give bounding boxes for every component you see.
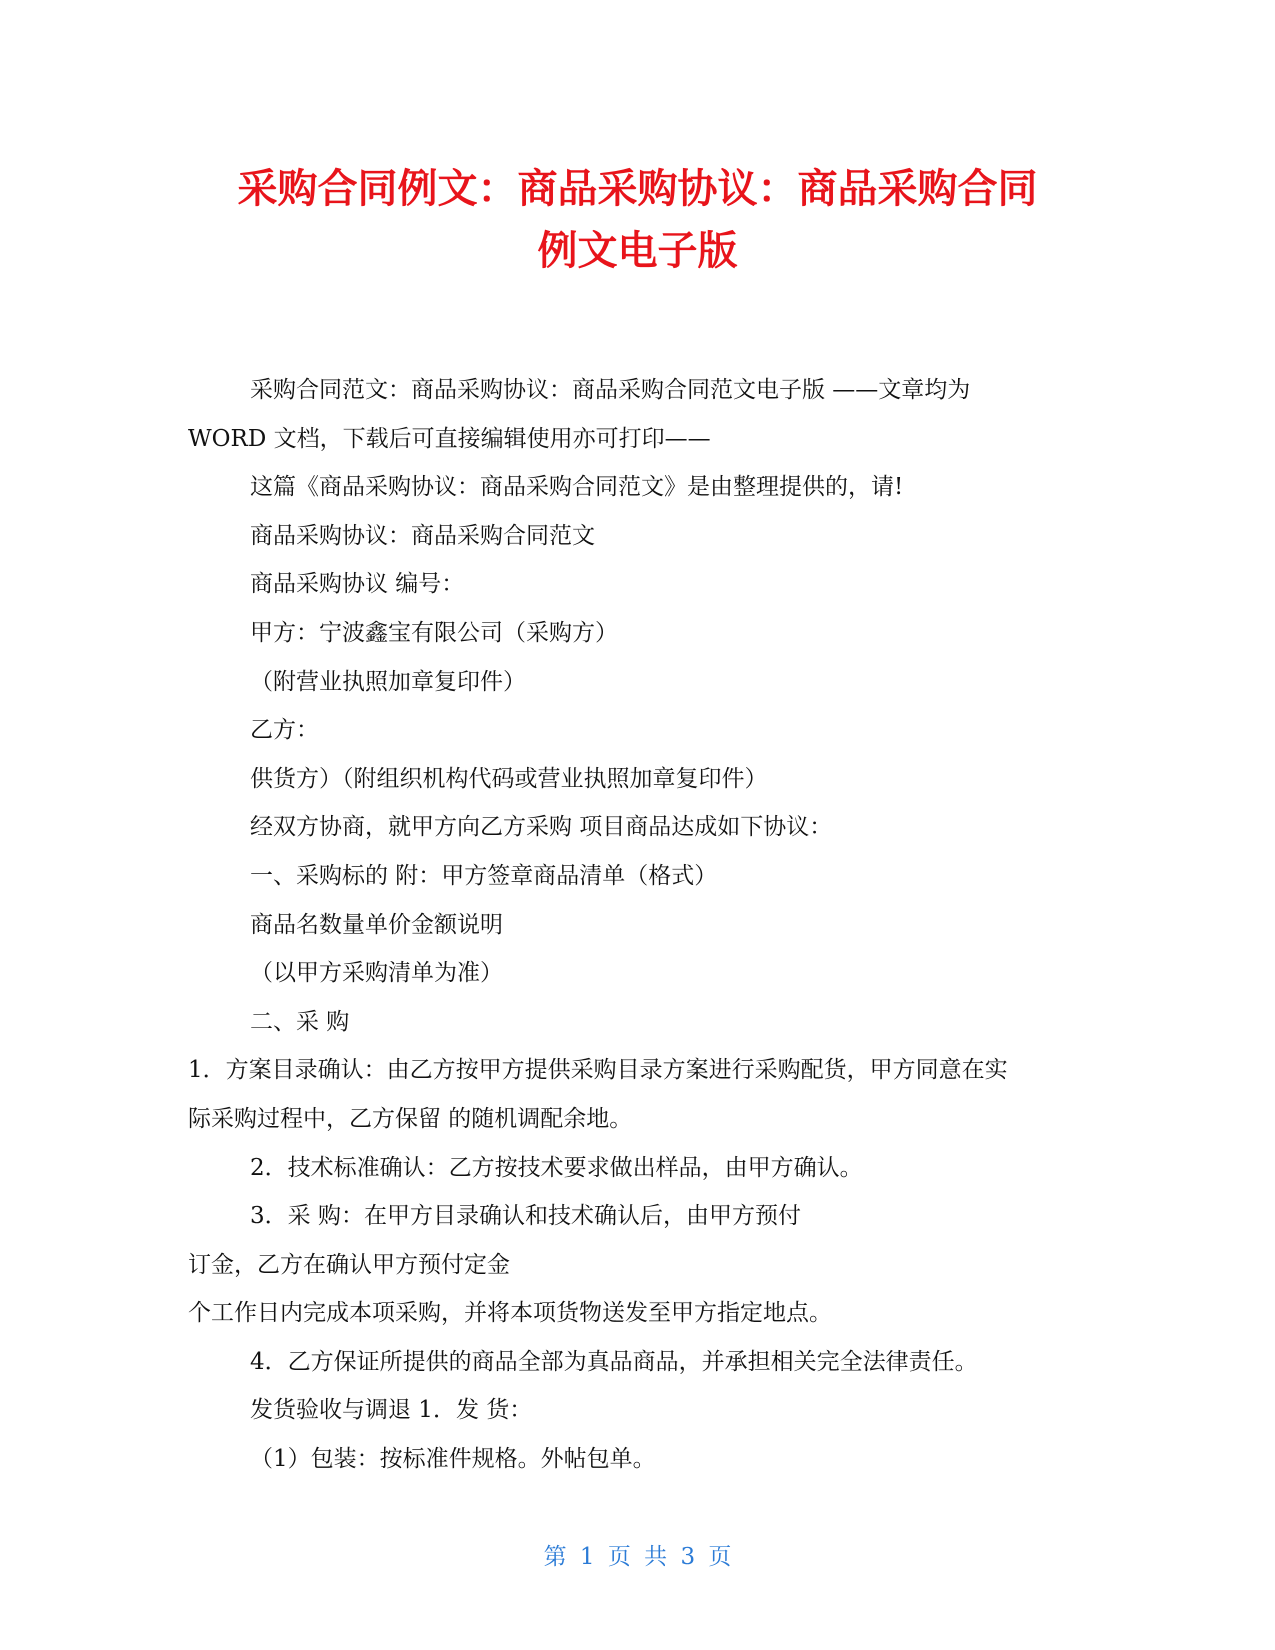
paragraph-line: 订金，乙方在确认甲方预付定金 <box>188 1251 510 1278</box>
paragraph-line: 一、采购标的 附：甲方签章商品清单（格式） <box>250 862 718 889</box>
paragraph-line: 际采购过程中，乙方保留 的随机调配余地。 <box>188 1105 633 1132</box>
document-title-line-1: 采购合同例文：商品采购协议：商品采购合同 <box>237 166 1038 212</box>
paragraph-line: 采购合同范文：商品采购协议：商品采购合同范文电子版 ——文章均为 <box>250 377 971 403</box>
paragraph-line: 发货验收与调退 1．发 货： <box>250 1397 533 1424</box>
paragraph-line: （1）包装：按标准件规格。外帖包单。 <box>250 1446 656 1473</box>
paragraph-line: 4．乙方保证所提供的商品全部为真品商品，并承担相关完全法律责任。 <box>250 1348 978 1375</box>
paragraph-line: 甲方：宁波鑫宝有限公司（采购方） <box>250 619 618 646</box>
paragraph-line: WORD 文档，下载后可直接编辑使用亦可打印—— <box>188 425 711 452</box>
page-number-footer: 第 1 页 共 3 页 <box>543 1544 732 1570</box>
paragraph-line: 供货方）（附组织机构代码或营业执照加章复印件） <box>250 765 768 792</box>
paragraph-line: 2．技术标准确认：乙方按技术要求做出样品，由甲方确认。 <box>250 1154 863 1181</box>
document-body <box>188 366 1088 1484</box>
paragraph-line: 个工作日内完成本项采购，并将本项货物送发至甲方指定地点。 <box>188 1300 832 1327</box>
paragraph-line: 1．方案目录确认：由乙方按甲方提供采购目录方案进行采购配货，甲方同意在实 <box>188 1057 1008 1084</box>
document-title <box>150 158 1125 282</box>
paragraph-line: 3．采 购：在甲方目录确认和技术确认后，由甲方预付 <box>250 1203 801 1230</box>
paragraph-line: 乙方： <box>250 717 319 744</box>
document-title-line-2: 例文电子版 <box>537 228 738 274</box>
paragraph-line: 经双方协商，就甲方向乙方采购 项目商品达成如下协议： <box>250 814 833 841</box>
paragraph-line: 商品采购协议：商品采购合同范文 <box>250 522 595 549</box>
paragraph-line: 商品名数量单价金额说明 <box>250 911 503 938</box>
paragraph-line: （附营业执照加章复印件） <box>250 668 526 695</box>
paragraph-line: （以甲方采购清单为准） <box>250 960 503 987</box>
paragraph-line: 二、采 购 <box>250 1008 350 1035</box>
paragraph-line: 商品采购协议 编号： <box>250 571 465 598</box>
paragraph-line: 这篇《商品采购协议：商品采购合同范文》是由整理提供的，请! <box>250 474 904 501</box>
